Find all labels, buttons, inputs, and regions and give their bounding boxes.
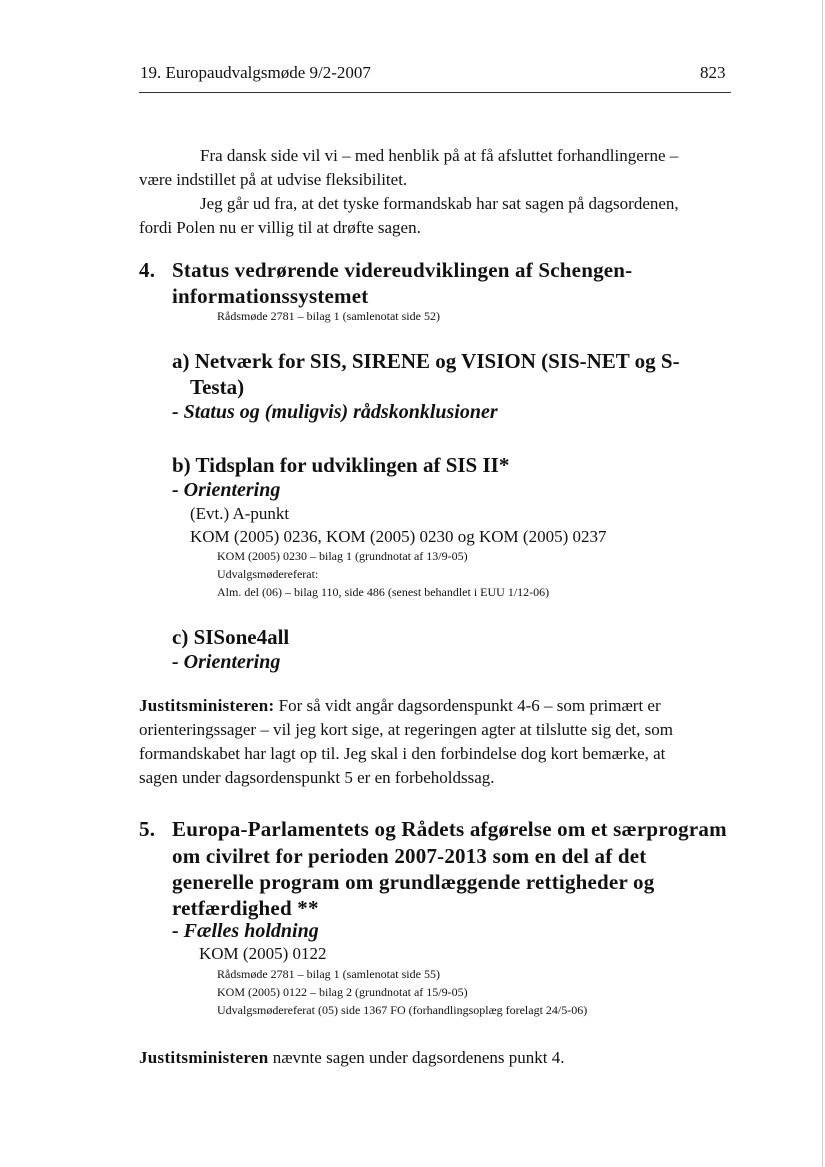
item4-title-line-1: Status vedrørende videreudviklingen af Schengen- — [172, 258, 633, 282]
item5-title-line-4: retfærdighed ** — [172, 896, 319, 920]
item4a-status: - Status og (muligvis) rådskonklusioner — [172, 401, 498, 423]
item4a-title-line-1: a) Netværk for SIS, SIRENE og VISION (SIS-NET og S- — [172, 349, 680, 373]
item5-ref-3: Udvalgsmødereferat (05) side 1367 FO (forhandlingsoplæg forelagt 24/5-06) — [217, 1003, 588, 1017]
item4b-status: - Orientering — [172, 479, 281, 501]
item5-status: - Fælles holdning — [172, 920, 319, 942]
item5-number: 5. — [139, 817, 156, 841]
minister-para-1-text: For så vidt angår dagsordenspunkt 4-6 – som primært er — [274, 696, 661, 715]
item5-kom: KOM (2005) 0122 — [199, 944, 327, 963]
minister-para-2-text: nævnte sagen under dagsordenens punkt 4. — [268, 1048, 565, 1067]
header-rule — [139, 92, 731, 93]
minister-para-1-line-2: orienteringssager – vil jeg kort sige, at regeringen agter at tilslutte sig det, som — [139, 720, 673, 739]
minister-para-2 — [139, 1046, 565, 1070]
item4b-kom: KOM (2005) 0236, KOM (2005) 0230 og KOM (2005) 0237 — [190, 527, 607, 546]
intro-line-2: være indstillet på at udvise fleksibilitet. — [139, 170, 408, 189]
item4a-title-line-2: Testa) — [190, 375, 245, 399]
item4-reference: Rådsmøde 2781 – bilag 1 (samlenotat side 52) — [217, 309, 440, 323]
item4-number: 4. — [139, 258, 156, 282]
item4c-status: - Orientering — [172, 651, 281, 673]
item4b-title: b) Tidsplan for udviklingen af SIS II* — [172, 453, 510, 477]
item4b-ref-1: KOM (2005) 0230 – bilag 1 (grundnotat af 13/9-05) — [217, 549, 468, 563]
scan-edge-line — [822, 0, 823, 1167]
page-number: 823 — [700, 63, 726, 82]
item4b-evt: (Evt.) A-punkt — [190, 504, 290, 523]
item5-title-line-3: generelle program om grundlæggende rettigheder og — [172, 870, 655, 894]
intro-line-3: Jeg går ud fra, at det tyske formandskab har sat sagen på dagsordenen, — [200, 194, 679, 213]
speaker-name: Justitsministeren — [139, 1048, 269, 1067]
item5-title-line-1: Europa-Parlamentets og Rådets afgørelse om et særprogram — [172, 817, 727, 841]
minister-para-1-line-1 — [139, 694, 661, 718]
page-header-title: 19. Europaudvalgsmøde 9/2-2007 — [140, 63, 371, 82]
item5-title-line-2: om civilret for perioden 2007-2013 som en del af det — [172, 844, 647, 868]
intro-line-4: fordi Polen nu er villig til at drøfte sagen. — [139, 218, 421, 237]
item4b-ref-3: Alm. del (06) – bilag 110, side 486 (senest behandlet i EUU 1/12-06) — [217, 585, 550, 599]
intro-line-1: Fra dansk side vil vi – med henblik på at få afsluttet forhandlingerne – — [200, 146, 679, 165]
item4b-ref-2: Udvalgsmødereferat: — [217, 567, 319, 581]
minister-para-1-line-3: formandskabet har lagt op til. Jeg skal i den forbindelse dog kort bemærke, at — [139, 744, 666, 763]
minister-para-1-line-4: sagen under dagsordenspunkt 5 er en forbeholdssag. — [139, 768, 495, 787]
item5-ref-1: Rådsmøde 2781 – bilag 1 (samlenotat side 55) — [217, 967, 440, 981]
item4c-title: c) SISone4all — [172, 625, 290, 649]
item4-title-line-2: informationssystemet — [172, 284, 369, 308]
item5-ref-2: KOM (2005) 0122 – bilag 2 (grundnotat af 15/9-05) — [217, 985, 468, 999]
speaker-name: Justitsministeren: — [139, 696, 275, 715]
